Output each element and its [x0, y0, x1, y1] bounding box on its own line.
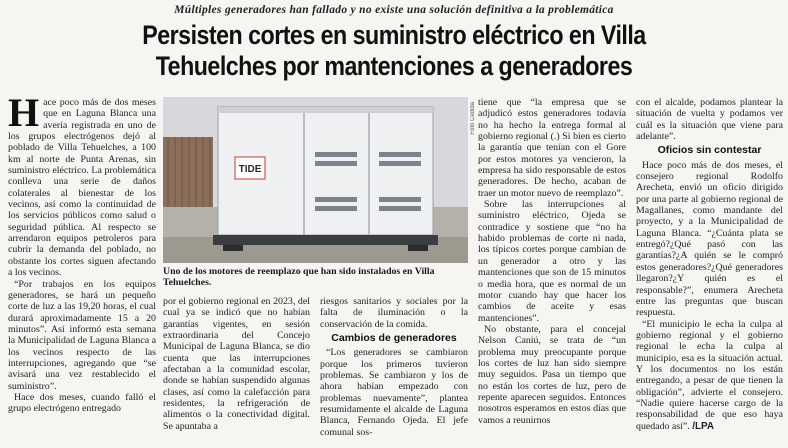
column-2: [163, 296, 310, 448]
headline-line-1: Persisten cortes en suministro eléctrico en Villa: [142, 20, 646, 50]
column-3: [320, 296, 468, 448]
paragraph: No obstante, para el concejal Nelson Caniú, se trata de “un problema muy preocupante porque los cortes de luz han sido siempre muy seguidos. Pasa un tiempo que no están los cortes de luz, pero de repente aparecen seguidos. Entonces nosotros esperamos en estos días que vamos a reunirnos: [478, 323, 626, 426]
column-1: [8, 97, 156, 447]
generator-brand-label: TIDE: [238, 164, 262, 175]
author-signature: /LPA: [692, 420, 714, 432]
dropcap: H: [8, 97, 40, 135]
article-headline: [55, 20, 733, 82]
paragraph: con el alcalde, podamos plantear la situación de vuelta y podamos ver cuál es la situación que viene para adelante”.: [636, 97, 783, 143]
paragraph: riesgos sanitarios y sociales por la falta de iluminación o la conservación de la comida.: [320, 296, 468, 330]
subhead-cambios: Cambios de generadores: [331, 332, 457, 345]
paragraph: “Por trabajos en los equipos generadores, se hará un pequeño corte de luz a las 19,20 horas, el cual durará aproximadamente 15 a 20 minutos”. Así informó esta semana la Municipalidad de Laguna Blanca a los vecinos respecto de las interrupciones, agregando que “se avisará una vez restablecido el suministro”.: [8, 278, 156, 392]
column-5: [636, 97, 783, 447]
paragraph: “Los generadores se cambiaron porque los primeros tuvieron problemas. Se cambiaron y los de ahora habían empezado con problemas nuevamente”, plantea resumidamente el alcalde de Laguna Blanca, Fernando Ojeda. El jefe comunal sos-: [320, 347, 468, 438]
headline-line-2: Tehuelches por mantenciones a generadores: [155, 51, 633, 81]
paragraph: “El municipio le echa la culpa al gobierno regional y el gobierno regional le echa la culpa al municipio, esa es la situación actual. Y los documentos no los están entregando, a pesar de que tienen la obligación”, advierte el consejero. “Nadie quiere hacerse cargo de la responsabilidad de que eso haya quedado así”. /LPA: [636, 318, 783, 432]
column-4: [478, 97, 626, 447]
article-kicker: Múltiples generadores han fallado y no existe una solución definitiva a la problemática: [174, 4, 614, 16]
paragraph: Hace dos meses, cuando falló el grupo electrógeno entregado: [8, 391, 156, 415]
paragraph: tiene que “la empresa que se adjudicó estos generadores todavía no ha hecho la entrega formal al gobierno regional (.) Si bien es cierto la garantía que tenían con el Gore por estos motores ya vencieron, la empresa ha sido responsable de estos generadores. De hecho, acaban de traer un motor nuevo de reemplazo”.: [478, 97, 626, 199]
subhead-oficios: Oficios sin contestar: [657, 144, 762, 157]
paragraph: Hace poco más de dos meses, el consejero regional Rodolfo Arecheta, envió un oficio dirigido por una parte al gobierno regional de Magallanes, como mandante del proyecto, y a la Municipalidad de Laguna Blanca. “¿Cuánta plata se entregó?¿Qué pasó con las garantías?¿A quién se le compró estos generadores?¿Qué generadores llegaron?¿Y quién es el responsable?”, enumera Arecheta entre las preguntas que buscan respuesta.: [636, 159, 783, 319]
generator-illustration: [163, 97, 468, 263]
photo-caption: Uno de los motores de reemplazo que han sido instalados en Villa Tehuelches.: [163, 266, 435, 288]
generator-photo: [163, 97, 468, 263]
paragraph: Sobre las interrupciones al suministro eléctrico, Ojeda se contradice y sostiene que “no ha habido problemas de corte ni nada, los típicos cortes porque cambian de un generador a otro y las mantenciones que son de 15 minutos o media hora, que es normal de un motor cuando hay que hacer los cambios de aceite y esas mantenciones”.: [478, 199, 626, 324]
photo-credit: Foto Cedida: [470, 102, 476, 135]
paragraph: por el gobierno regional en 2023, del cual ya se indicó que no habían garantías vigentes, en sesión extraordinaria del Concejo Municipal de Laguna Blanca, se dio cuenta que las interrupciones afectaban a la comunidad escolar, donde se habían suspendido algunas clases, así como la calefacción para residentes, la refrigeración de alimentos o la conectividad digital. Se apuntaba a: [163, 296, 310, 432]
paragraph: Hace poco más de dos meses que en Laguna Blanca una avería registrada en uno de los grupos electrógenos dejó al poblado de Villa Tehuelches, a 100 km al norte de Punta Arenas, sin suministro eléctrico. La problemática conlleva una serie de daños colaterales al bienestar de los vecinos, así como la continuidad de los servicios públicos como salud o seguridad pública. Al respecto se arrendaron equipos petroleros para cubrir la demanda del poblado, no obstante los cortes siguen afectando a los vecinos.: [8, 97, 156, 279]
